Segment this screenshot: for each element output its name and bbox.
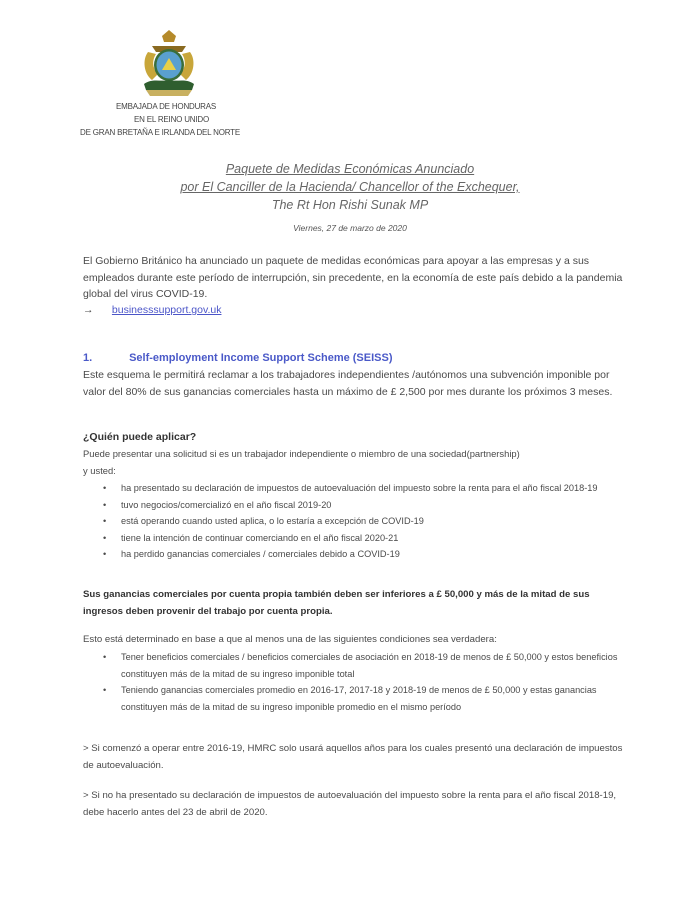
list-item: • Teniendo ganancias comerciales promedio en 2016-17, 2017-18 y 2018-19 de menos de £ 50,000 y estas ganancias constituyen más de la mitad de su ingreso imponible promedio en el mismo período bbox=[103, 682, 618, 715]
list-item: • tuvo negocios/comercializó en el año fiscal 2019-20 bbox=[103, 497, 618, 514]
section-number: 1. bbox=[83, 352, 93, 364]
section-heading bbox=[83, 352, 393, 364]
list-item: • ha perdido ganancias comerciales / comerciales debido a COVID-19 bbox=[103, 546, 618, 563]
list-item: • Tener beneficios comerciales / beneficios comerciales de asociación en 2018-19 de menos de £ 50,000 y estos beneficios constituyen más de la mitad de su ingreso imponible total bbox=[103, 649, 618, 682]
section-title: Self-employment Income Support Scheme (SEISS) bbox=[129, 352, 393, 364]
link-row bbox=[83, 304, 221, 316]
who-heading: ¿Quién puede aplicar? bbox=[83, 431, 197, 443]
requirement-bullet-list bbox=[103, 649, 618, 715]
arrow-icon: → bbox=[83, 304, 94, 316]
requirement-bold: Sus ganancias comerciales por cuenta propia también deben ser inferiores a £ 50,000 y más de la mitad de sus ingresos deben provenir del trabajo por cuenta propia. bbox=[83, 589, 590, 617]
title-line: The Rt Hon Rishi Sunak MP bbox=[271, 198, 429, 212]
note-paragraph: > Si comenzó a operar entre 2016-19, HMRC solo usará aquellos años para los cuales presentó una declaración de impuestos de autoevaluación. bbox=[83, 743, 623, 771]
title-line: Paquete de Medidas Económicas Anunciado bbox=[225, 162, 475, 176]
who-paragraph: Puede presentar una solicitud si es un trabajador independiente o miembro de una sociedad(partnership) y usted: bbox=[83, 448, 520, 476]
embassy-line: EMBAJADA DE HONDURAS bbox=[116, 102, 217, 111]
requirement-paragraph: Esto está determinado en base a que al menos una de las siguientes condiciones sea verdadera: bbox=[83, 634, 497, 645]
document-date: Viernes, 27 de marzo de 2020 bbox=[293, 223, 407, 233]
business-support-link[interactable]: businesssupport.gov.uk bbox=[111, 304, 222, 316]
embassy-line: EN EL REINO UNIDO bbox=[134, 115, 209, 124]
embassy-line: DE GRAN BRETAÑA E IRLANDA DEL NORTE bbox=[80, 128, 241, 137]
list-item: • está operando cuando usted aplica, o lo estaría a excepción de COVID-19 bbox=[103, 513, 618, 530]
document-title bbox=[100, 160, 600, 214]
list-item: • ha presentado su declaración de impuestos de autoevaluación del impuesto sobre la renta para el año fiscal 2018-19 bbox=[103, 480, 618, 497]
section-paragraph: Este esquema le permitirá reclamar a los trabajadores independientes /autónomos una subvención imponible por valor del 80% de sus ganancias comerciales hasta un máximo de £ 2,500 por mes durante los próximos 3 meses. bbox=[83, 369, 613, 398]
list-item: • tiene la intención de continuar comerciando en el año fiscal 2020-21 bbox=[103, 530, 618, 547]
embassy-letterhead bbox=[78, 100, 298, 139]
intro-paragraph: El Gobierno Británico ha anunciado un paquete de medidas económicas para apoyar a las empresas y a sus empleados durante este período de interrupción, sin precedente, en la economía de este país debido a la pandemia global del virus COVID-19. bbox=[83, 255, 623, 300]
coat-of-arms-icon bbox=[138, 30, 200, 96]
who-bullet-list bbox=[103, 480, 618, 563]
note-paragraph: > Si no ha presentado su declaración de impuestos de autoevaluación del impuesto sobre la renta para el año fiscal 2018-19, debe hacerlo antes del 23 de abril de 2020. bbox=[83, 790, 617, 818]
title-line: por El Canciller de la Hacienda/ Chancellor of the Exchequer, bbox=[180, 180, 520, 194]
